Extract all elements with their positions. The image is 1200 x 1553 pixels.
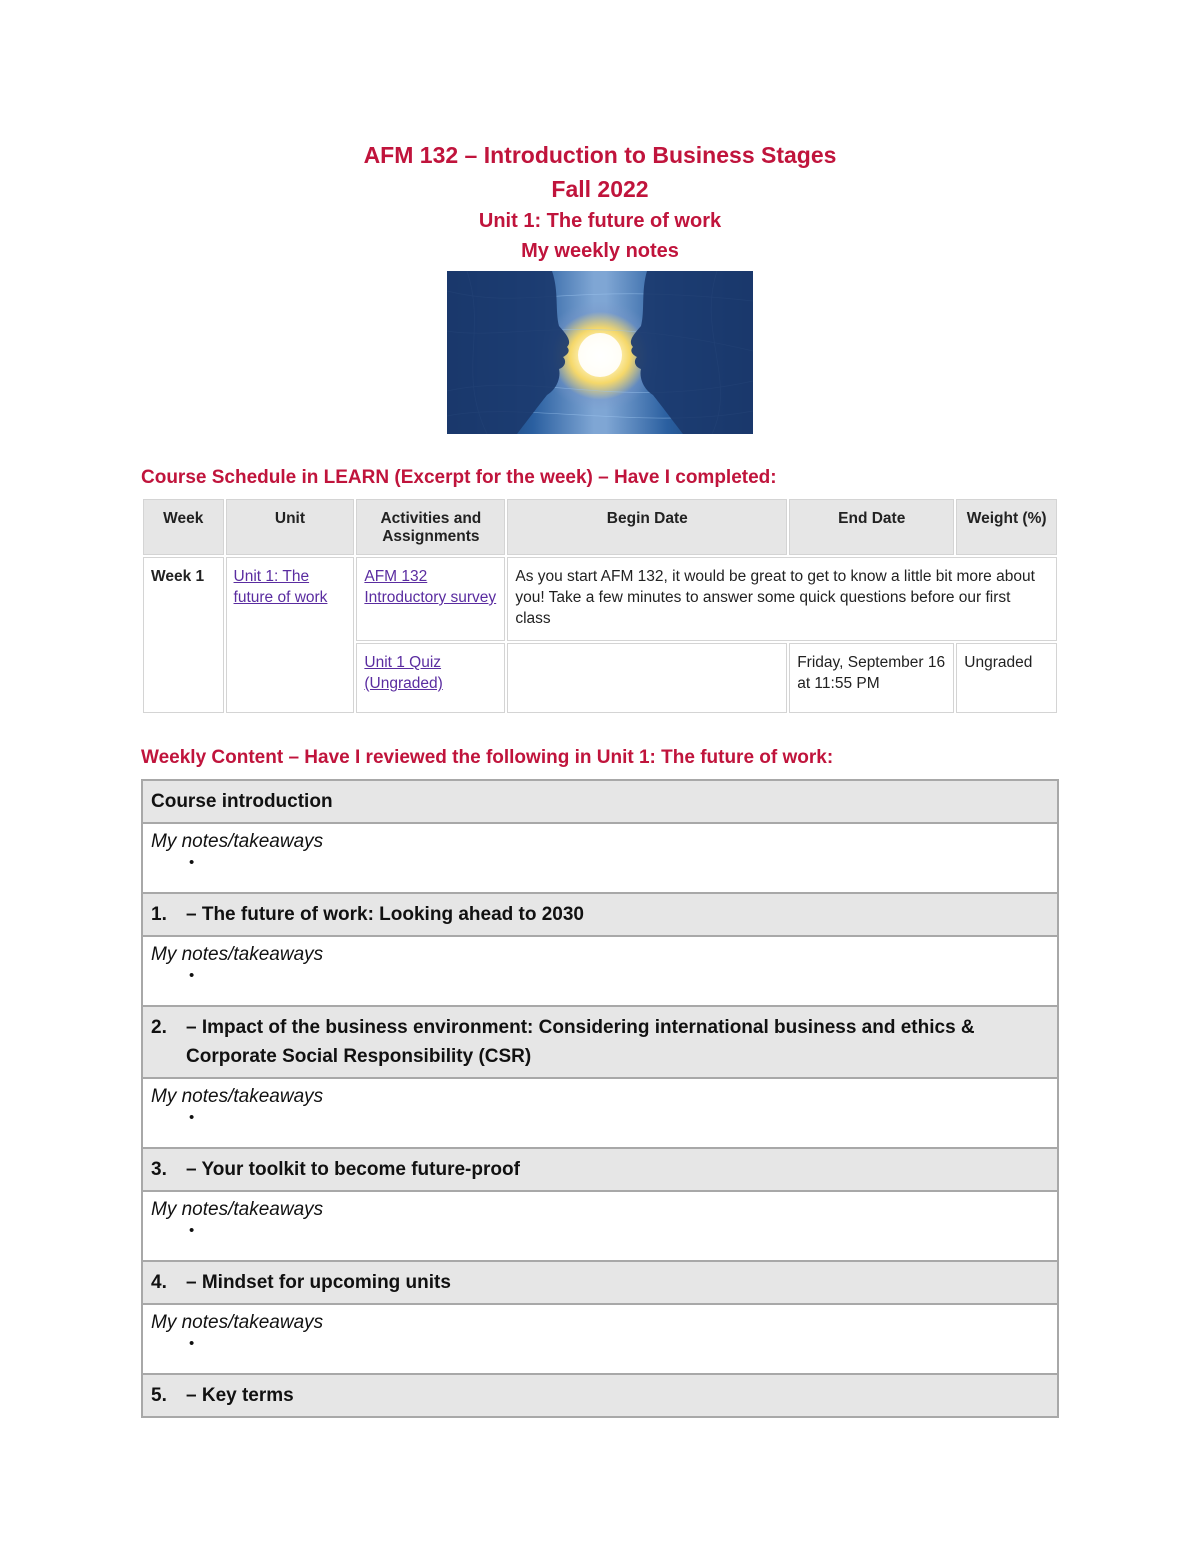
week-cell: Week 1 xyxy=(143,557,224,713)
document-title-block xyxy=(0,140,1200,264)
unit-link[interactable]: Unit 1: The future of work xyxy=(233,568,328,606)
col-header-begin-date: Begin Date xyxy=(507,499,787,555)
notes-cell[interactable] xyxy=(142,1304,1058,1374)
notes-row xyxy=(142,1191,1058,1261)
survey-link[interactable]: AFM 132 Introductory survey xyxy=(364,568,497,606)
notes-label: My notes/takeaways xyxy=(151,1312,324,1333)
term: Fall 2022 xyxy=(551,176,649,202)
content-header-row xyxy=(142,1374,1058,1417)
section-title-text: – Mindset for upcoming units xyxy=(186,1272,451,1293)
course-title: AFM 132 – Introduction to Business Stages xyxy=(363,142,837,168)
col-header-end-date: End Date xyxy=(789,499,954,555)
section-number: 2. xyxy=(151,1017,167,1038)
section-title xyxy=(142,1261,1058,1304)
quiz-link[interactable]: Unit 1 Quiz (Ungraded) xyxy=(364,654,443,692)
notes-label: My notes/takeaways xyxy=(151,1199,324,1220)
content-header-row xyxy=(142,1148,1058,1191)
schedule-heading: Course Schedule in LEARN (Excerpt for the week) – Have I completed: xyxy=(141,467,777,488)
section-title-text: – Key terms xyxy=(186,1385,294,1406)
notes-cell[interactable] xyxy=(142,823,1058,893)
col-header-week: Week xyxy=(143,499,224,555)
weight-cell: Ungraded xyxy=(956,643,1057,713)
section-title xyxy=(142,1148,1058,1191)
section-title-text: – Your toolkit to become future-proof xyxy=(186,1159,520,1180)
schedule-header-row xyxy=(143,499,1057,555)
unit-title: Unit 1: The future of work xyxy=(478,210,722,232)
end-date-cell: Friday, September 16 at 11:55 PM xyxy=(789,643,954,713)
weekly-content-table xyxy=(141,779,1059,1418)
section-title xyxy=(142,893,1058,936)
content-header-row xyxy=(142,1261,1058,1304)
section-number: 4. xyxy=(151,1272,167,1293)
schedule-table xyxy=(141,497,1059,715)
col-header-unit: Unit xyxy=(226,499,355,555)
description-cell: As you start AFM 132, it would be great to get to know a little bit more about you! Take a few minutes to answer some quick questions before our first class xyxy=(507,557,1057,641)
bullet-point: • xyxy=(189,1222,195,1239)
section-number: 5. xyxy=(151,1385,167,1406)
section-title: Course introduction xyxy=(142,780,1058,823)
bullet-point: • xyxy=(189,1335,195,1352)
notes-cell[interactable] xyxy=(142,936,1058,1006)
table-row xyxy=(143,557,1057,641)
section-title xyxy=(142,1374,1058,1417)
hero-image xyxy=(447,271,753,434)
bullet-point: • xyxy=(189,854,195,871)
unit-cell xyxy=(226,557,355,713)
col-header-activities: Activities and Assignments xyxy=(356,499,505,555)
faces-illustration xyxy=(447,271,753,434)
section-title xyxy=(142,1006,1058,1078)
bullet-point: • xyxy=(189,967,195,984)
activity-cell xyxy=(356,557,505,641)
notes-label: My notes/takeaways xyxy=(151,1086,324,1107)
bullet-point: • xyxy=(189,1109,195,1126)
notes-row xyxy=(142,936,1058,1006)
notes-row xyxy=(142,1304,1058,1374)
notes-cell[interactable] xyxy=(142,1078,1058,1148)
content-header-row xyxy=(142,893,1058,936)
content-header-row xyxy=(142,780,1058,823)
section-number: 3. xyxy=(151,1159,167,1180)
notes-row xyxy=(142,823,1058,893)
notes-label: My notes/takeaways xyxy=(151,944,324,965)
content-header-row xyxy=(142,1006,1058,1078)
subtitle: My weekly notes xyxy=(521,240,679,262)
section-number: 1. xyxy=(151,904,167,925)
notes-row xyxy=(142,1078,1058,1148)
section-title-text: – Impact of the business environment: Considering international business and ethics & Corporate Social Responsibility (CSR) xyxy=(186,1017,975,1067)
col-header-weight: Weight (%) xyxy=(956,499,1057,555)
notes-label: My notes/takeaways xyxy=(151,831,324,852)
activity-cell xyxy=(356,643,505,713)
begin-date-cell xyxy=(507,643,787,713)
weekly-content-heading: Weekly Content – Have I reviewed the following in Unit 1: The future of work: xyxy=(141,747,834,768)
section-title-text: – The future of work: Looking ahead to 2030 xyxy=(186,904,584,925)
notes-cell[interactable] xyxy=(142,1191,1058,1261)
